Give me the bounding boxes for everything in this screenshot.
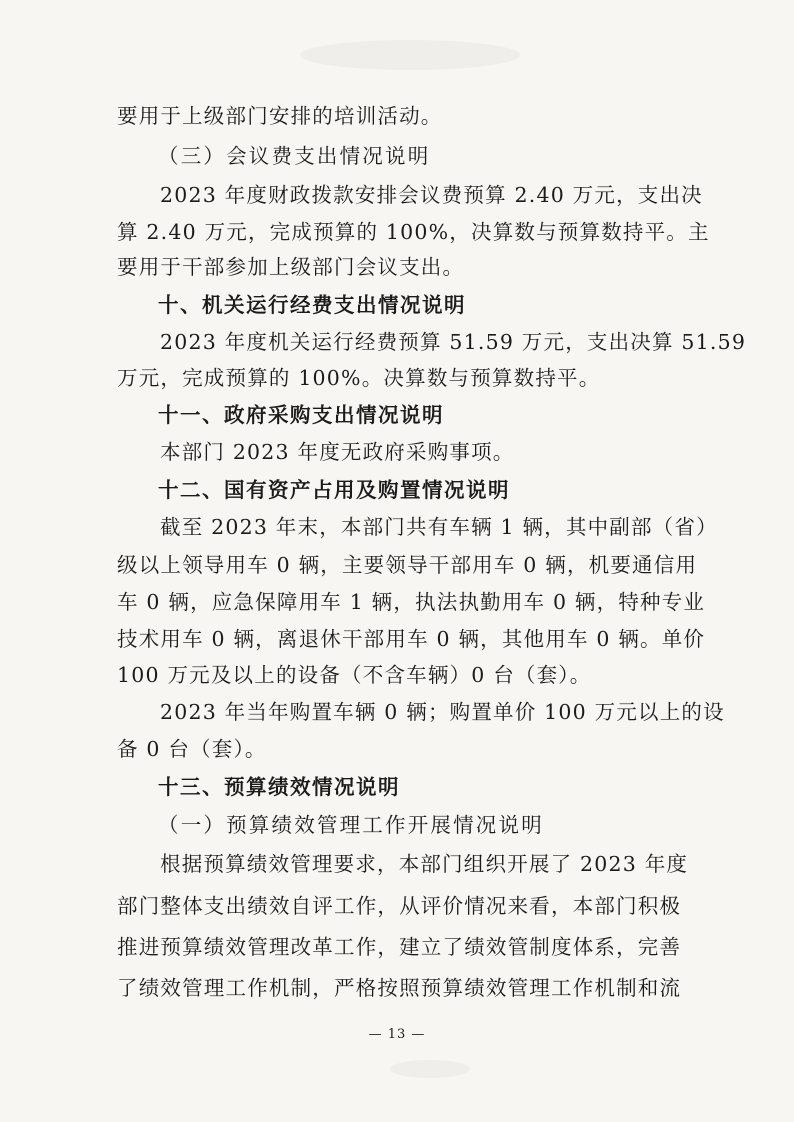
scan-smudge [300,40,520,70]
body-line: 2023 年当年购置车辆 0 辆；购置单价 100 万元以上的设 [160,700,725,724]
page-number: — 13 — [368,1027,426,1042]
body-line: 部门整体支出绩效自评工作，从评价情况来看，本部门积极 [117,894,682,918]
body-line: 根据预算绩效管理要求，本部门组织开展了 2023 年度 [160,852,689,876]
section-heading-13: 十三、预算绩效情况说明 [158,775,400,799]
subheading-meeting-expense: （三）会议费支出情况说明 [158,144,431,168]
body-line: 技术用车 0 辆，离退休干部用车 0 辆，其他用车 0 辆。单价 [117,627,706,651]
body-line: 2023 年度财政拨款安排会议费预算 2.40 万元，支出决 [160,183,703,207]
body-line: 算 2.40 万元，完成预算的 100%，决算数与预算数持平。主 [117,220,710,244]
subheading-performance-management: （一）预算绩效管理工作开展情况说明 [158,813,544,837]
body-line: 万元，完成预算的 100%。决算数与预算数持平。 [117,366,601,390]
body-line: 级以上领导用车 0 辆，主要领导干部用车 0 辆，机要通信用 [117,553,698,577]
body-line: 2023 年度机关运行经费预算 51.59 万元，支出决算 51.59 [160,330,747,354]
body-line: 了绩效管理工作机制，严格按照预算绩效管理工作机制和流 [117,976,682,1000]
section-heading-12: 十二、国有资产占用及购置情况说明 [158,478,510,502]
section-heading-10: 十、机关运行经费支出情况说明 [158,293,466,317]
body-line: 截至 2023 年末，本部门共有车辆 1 辆，其中副部（省） [160,515,718,539]
body-line: 本部门 2023 年度无政府采购事项。 [160,440,515,464]
body-line: 100 万元及以上的设备（不含车辆）0 台（套）。 [117,663,592,687]
body-line: 车 0 辆，应急保障用车 1 辆，执法执勤用车 0 辆，特种专业 [117,590,706,614]
body-line: 推进预算绩效管理改革工作，建立了绩效管制度体系，完善 [117,935,682,959]
section-heading-11: 十一、政府采购支出情况说明 [158,403,444,427]
body-line: 要用于干部参加上级部门会议支出。 [117,255,465,279]
body-line: 要用于上级部门安排的培训活动。 [117,104,443,128]
body-line: 备 0 台（套）。 [117,737,267,761]
scan-smudge [390,1060,470,1078]
